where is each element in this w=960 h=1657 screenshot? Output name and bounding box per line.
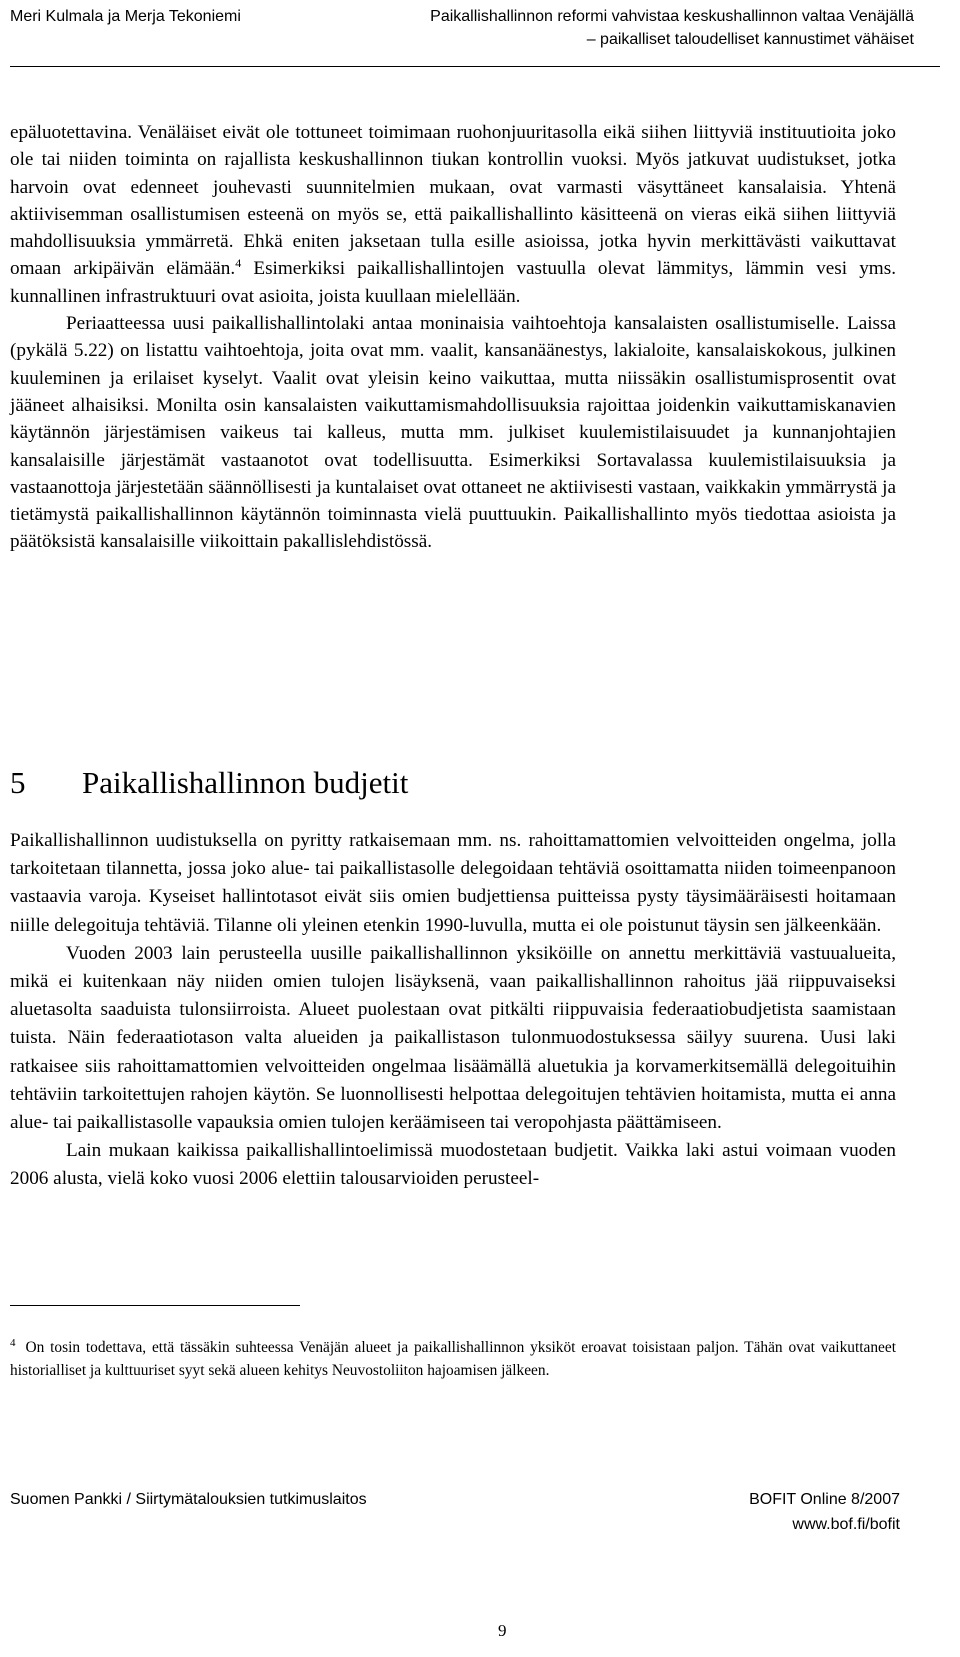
running-header-title-line2: – paikalliset taloudelliset kannustimet vähäiset <box>586 31 914 48</box>
paragraph: Vuoden 2003 lain perusteella uusille paikallishallinnon yksiköille on annettu merkittäviä vastuualueita, mikä ei kuitenkaan näy niiden omien tulojen lisäyksenä, vaan paikallishallinnon rahoitus jää riippuvaiseksi aluetasolta saaduista tulonsiirroista. Alueet puolestaan ovat pitkälti riippuvaisia federaatiobudjetista saamistaan tuista. Näin federaatiotason valta alueiden ja paikallistason tulonmuodostuksessa säilyy suurena. Uusi laki ratkaisee siis rahoittamattomien velvoitteiden ongelmaa lisäämällä aluetukia ja korvamerkitsemällä delegoituihin tehtäviin tarkoitettujen rahojen käytön. Se luonnollisesti helpottaa delegoitujen tehtävien hoitamista, mutta ei anna alue- tai paikallistasolle vapauksia omien tulojen keräämiseen tai veropohjasta päättämiseen. <box>10 942 896 1134</box>
footnote <box>10 1336 896 1382</box>
footer-series: BOFIT Online 8/2007 <box>749 1491 900 1508</box>
section-heading <box>10 763 408 803</box>
section-body <box>10 827 896 1194</box>
footer-institution: Suomen Pankki / Siirtymätalouksien tutkimuslaitos <box>10 1491 367 1508</box>
paragraph-text: epäluotettavina. Venäläiset eivät ole tottuneet toimimaan ruohonjuuritasolla eikä siihen liittyviä instituutioita joko ole tai niiden toiminta on rajallista keskushallinnon tiukan kontrollin vuoksi. Myös jatkuvat uudistukset, jotka harvoin ovat edenneet jouhevasti suunnitelmien mukaan, ovat varmasti väsyttäneet kansalaisia. Yhtenä aktiivisemman osallistumisen esteenä on myös se, että paikallishallinto käsitteenä on vieras eikä siihen liittyviä mahdollisuuksia ymmärretä. Ehkä eniten jaksetaan tulla esille asioissa, jotka hyvin merkittävästi vaikuttavat omaan arkipäivän elämään. <box>10 122 896 280</box>
section-title: Paikallishallinnon budjetit <box>82 765 409 800</box>
page-number: 9 <box>498 1621 507 1640</box>
header-rule <box>10 66 940 67</box>
paragraph-text-tail: Esimerkiksi paikallishallintojen vastuulla olevat lämmitys, lämmin vesi yms. kunnallinen infrastruktuuri ovat asioita, joista kuullaan mielellään. <box>10 258 896 307</box>
footnote-reference[interactable]: 4 <box>235 256 242 271</box>
section-continued-text <box>10 119 896 556</box>
paragraph <box>10 119 896 310</box>
paragraph: Paikallishallinnon uudistuksella on pyritty ratkaisemaan mm. ns. rahoittamattomien velvoitteiden ongelma, jolla tarkoitetaan tilannetta, jossa joko alue- tai paikallistasolle delegoidaan tehtäviä osoittamatta niiden toimeenpanoon vastaavia varoja. Kyseiset hallintotasot eivät siis omien budjettiensa puitteissa pysty täysimääräisesti hoitamaan niille delegoituja tehtäviä. Tilanne oli yleinen etenkin 1990-luvulla, mutta ei ole poistunut täysin sen jälkeenkään. <box>10 830 896 936</box>
footnote-rule <box>10 1305 300 1306</box>
running-header-authors: Meri Kulmala ja Merja Tekoniemi <box>10 8 241 25</box>
footer-url[interactable]: www.bof.fi/bofit <box>792 1516 900 1533</box>
paragraph: Lain mukaan kaikissa paikallishallintoelimissä muodostetaan budjetit. Vaikka laki astui voimaan vuoden 2006 alusta, vielä koko vuosi 2006 elettiin talousarvioiden perusteel- <box>10 1140 896 1190</box>
footnote-text: On tosin todettava, että tässäkin suhteessa Venäjän alueet ja paikallishallinnon yksiköt eroavat toisistaan paljon. Tähän ovat vaikuttaneet historialliset ja kulttuuriset syyt sekä alueen kehitys Neuvostoliiton hajoamisen jälkeen. <box>10 1339 896 1379</box>
footnote-number: 4 <box>10 1337 16 1349</box>
paragraph: Periaatteessa uusi paikallishallintolaki antaa moninaisia vaihtoehtoja kansalaisten osallistumiselle. Laissa (pykälä 5.22) on listattu vaihtoehtoja, joita ovat mm. vaalit, kansanäänestys, lakialoite, kansalaiskokous, julkinen kuuleminen ja erilaiset kyselyt. Vaalit ovat yleisin keino vaikuttaa, mutta niissäkin osallistumisprosentit ovat jääneet alhaisiksi. Monilta osin kansalaisten vaikuttamismahdollisuuksia rajoittaa joidenkin vaikuttamiskanavien käytännön järjestämisen vaikeus tai kalleus, mutta mm. julkiset kuulemistilaisuudet ja kunnanjohtajien kansalaisille järjestämät vastaanotot ovat todellisuutta. Esimerkiksi Sortavalassa kuulemistilaisuuksia ja vastaanottoja järjestetään säännöllisesti ja kuntalaiset ovat ottaneet ne aktiivisesti vastaan, vaikkakin ymmärrystä ja tietämystä paikallishallinnon käytännön toiminnasta vielä puuttuukin. Paikallishallinto myös tiedottaa asioista ja päätöksistä kansalaisille viikoittain pakallislehdistössä. <box>10 313 896 553</box>
running-header-title-line1: Paikallishallinnon reformi vahvistaa keskushallinnon valtaa Venäjällä <box>430 8 914 25</box>
section-number: 5 <box>10 765 26 800</box>
